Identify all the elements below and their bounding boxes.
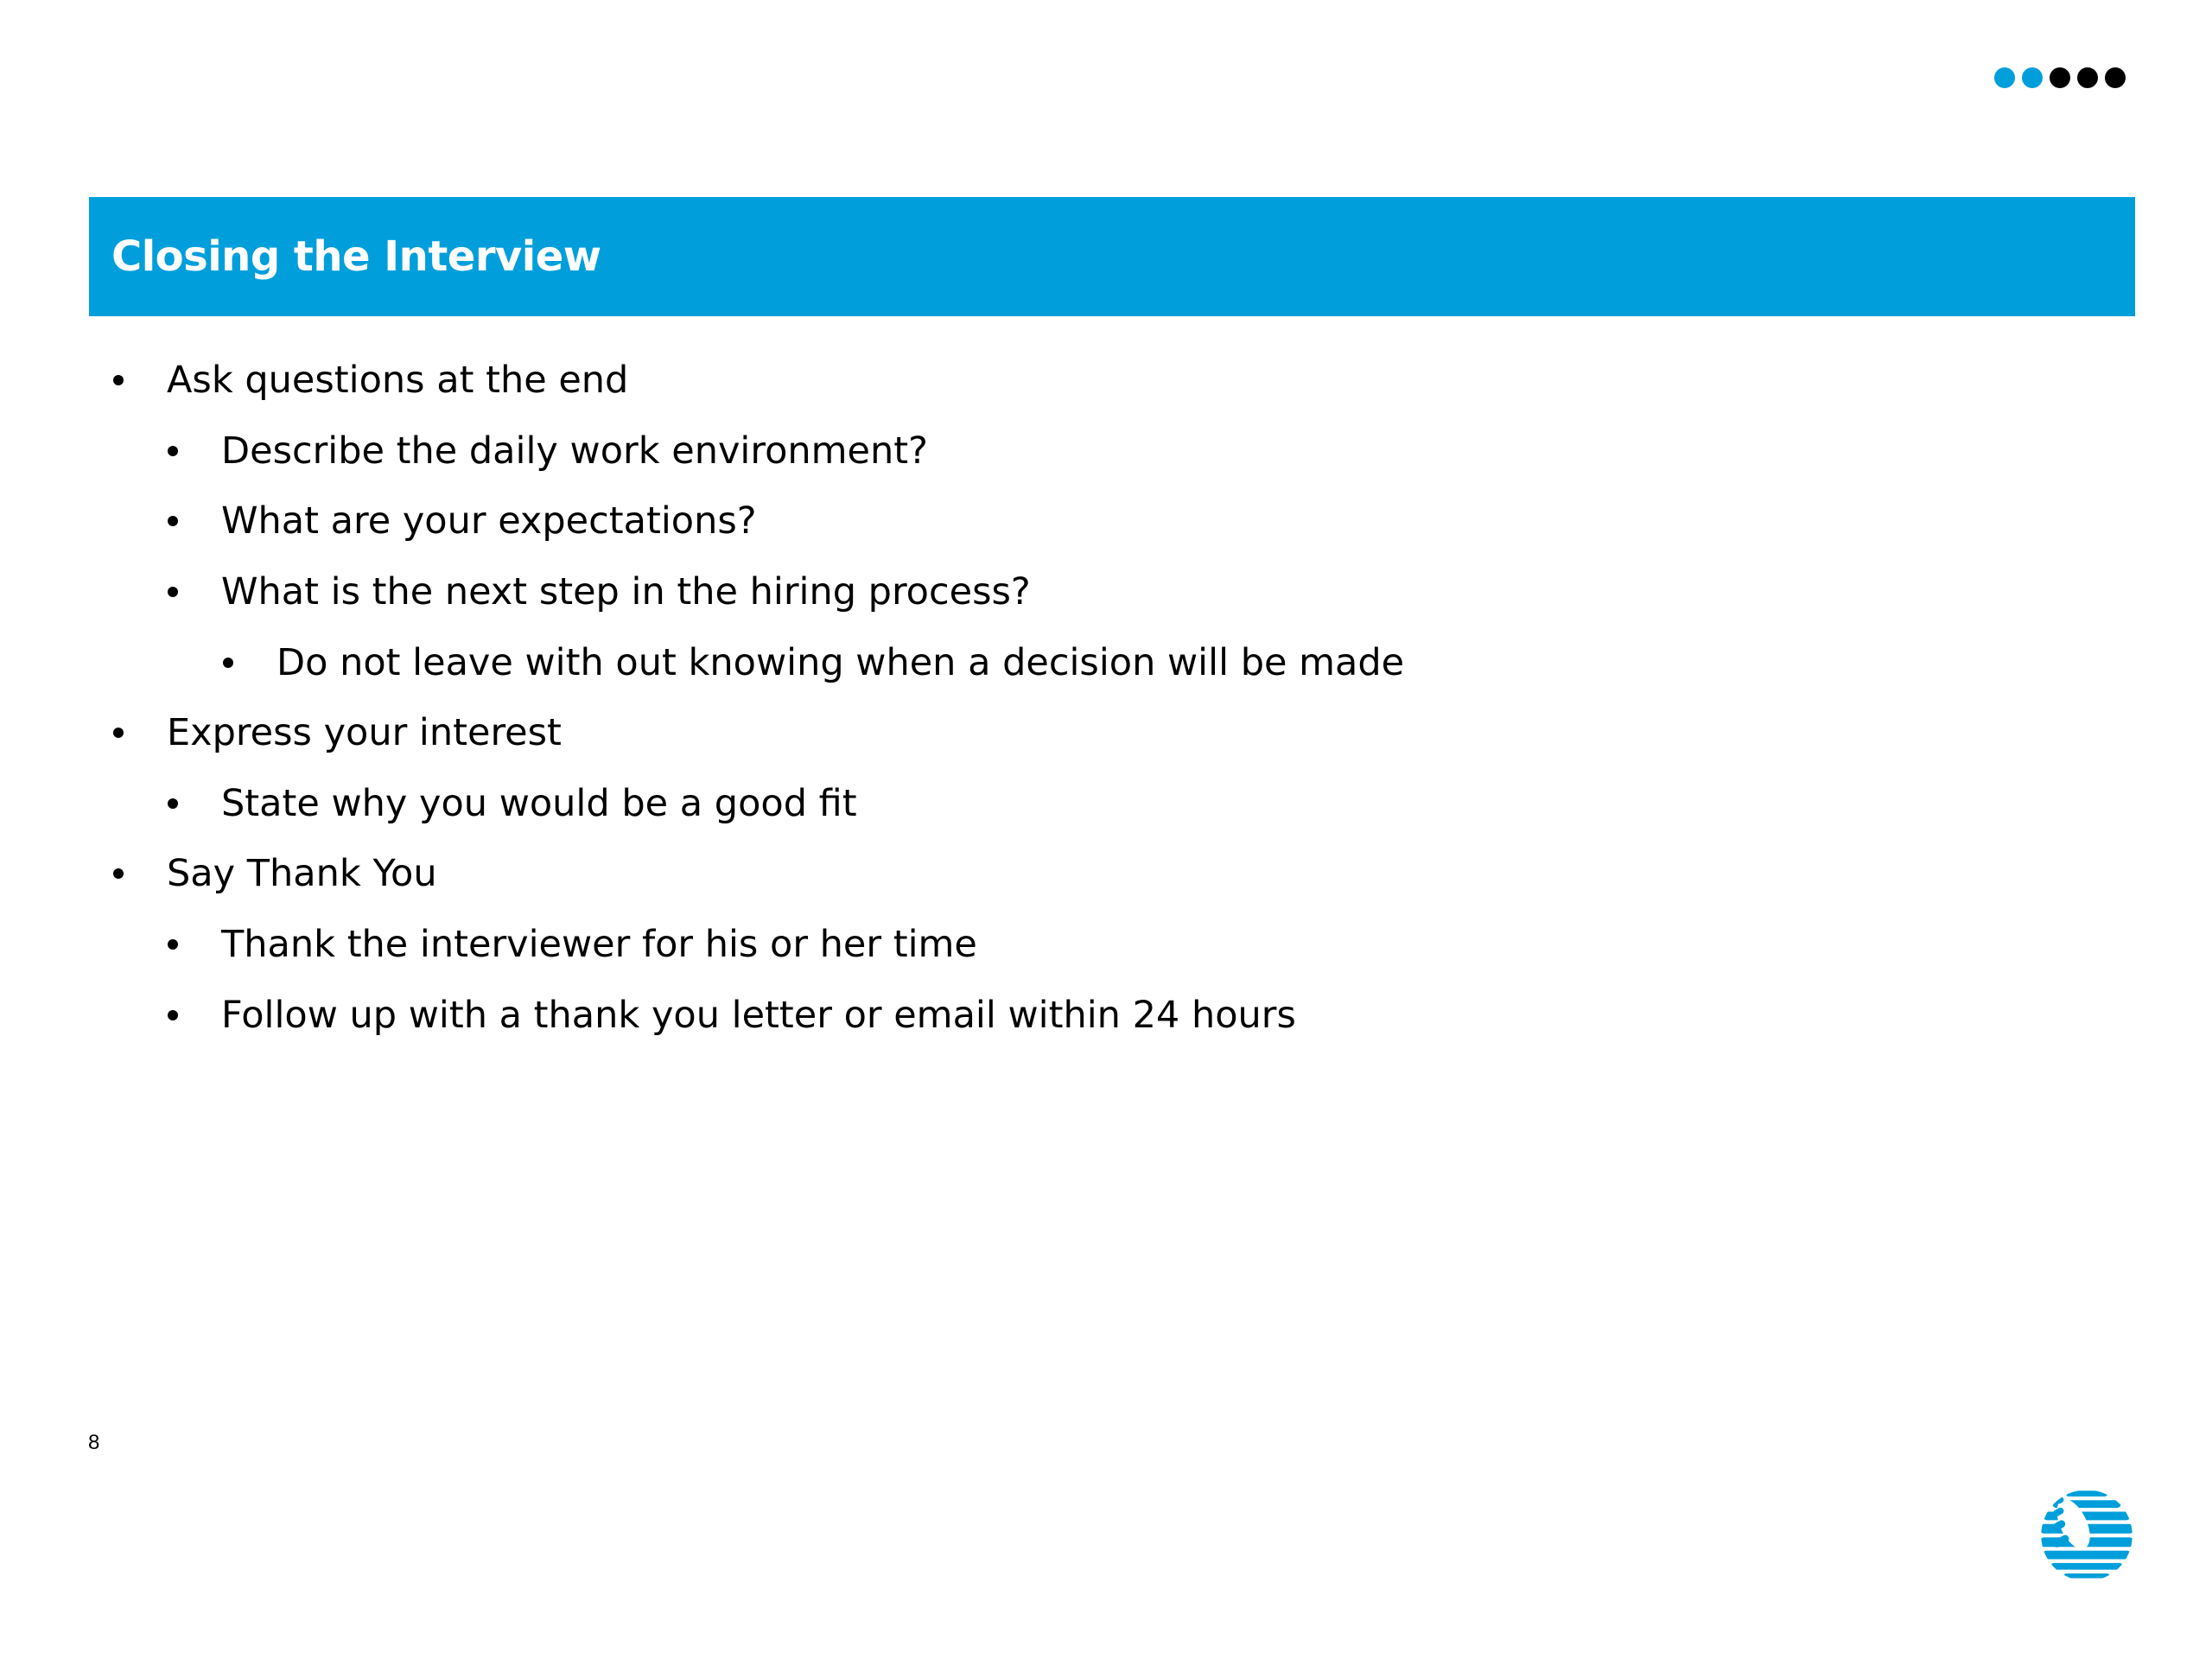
bullet-item [168,416,928,486]
bullet-text: Thank the interviewer for his or her time [221,923,977,966]
bullet-text: Describe the daily work environment? [221,429,928,473]
title-bar [89,197,2135,316]
progress-dot-2 [2022,67,2043,88]
bullet-text: What are your expectations? [221,499,757,543]
bullet-item [168,769,857,838]
bullet-icon [168,587,178,597]
bullet-text: Do not leave with out knowing when a decision will be made [276,641,1405,684]
att-globe-icon [2039,1488,2134,1583]
slide-title: Closing the Interview [111,232,601,281]
progress-dot-4 [2077,67,2098,88]
bullet-icon [113,728,124,738]
bullet-item [168,981,1296,1050]
bullet-item [168,910,977,979]
bullet-icon [113,375,124,385]
page-number: 8 [88,1431,100,1454]
bullet-text: What is the next step in the hiring process? [221,570,1031,613]
bullet-icon [168,798,178,809]
bullet-icon [223,658,233,668]
progress-dot-5 [2105,67,2126,88]
bullet-text: Follow up with a thank you letter or email within 24 hours [221,994,1296,1037]
bullet-text: State why you would be a good fit [221,782,857,825]
bullet-text: Ask questions at the end [167,359,629,402]
bullet-item [168,557,1031,626]
bullet-icon [113,868,124,879]
bullet-icon [168,1010,178,1020]
bullet-item [113,346,628,415]
bullet-item [113,698,562,767]
bullet-item [168,486,757,556]
bullet-icon [168,516,178,526]
progress-dot-1 [1994,67,2015,88]
bullet-item [113,839,437,908]
progress-dots [1994,67,2126,88]
bullet-item [223,628,1404,697]
bullet-text: Say Thank You [167,852,437,895]
progress-dot-3 [2050,67,2070,88]
bullet-icon [168,939,178,950]
bullet-icon [168,446,178,456]
bullet-text: Express your interest [167,711,562,754]
